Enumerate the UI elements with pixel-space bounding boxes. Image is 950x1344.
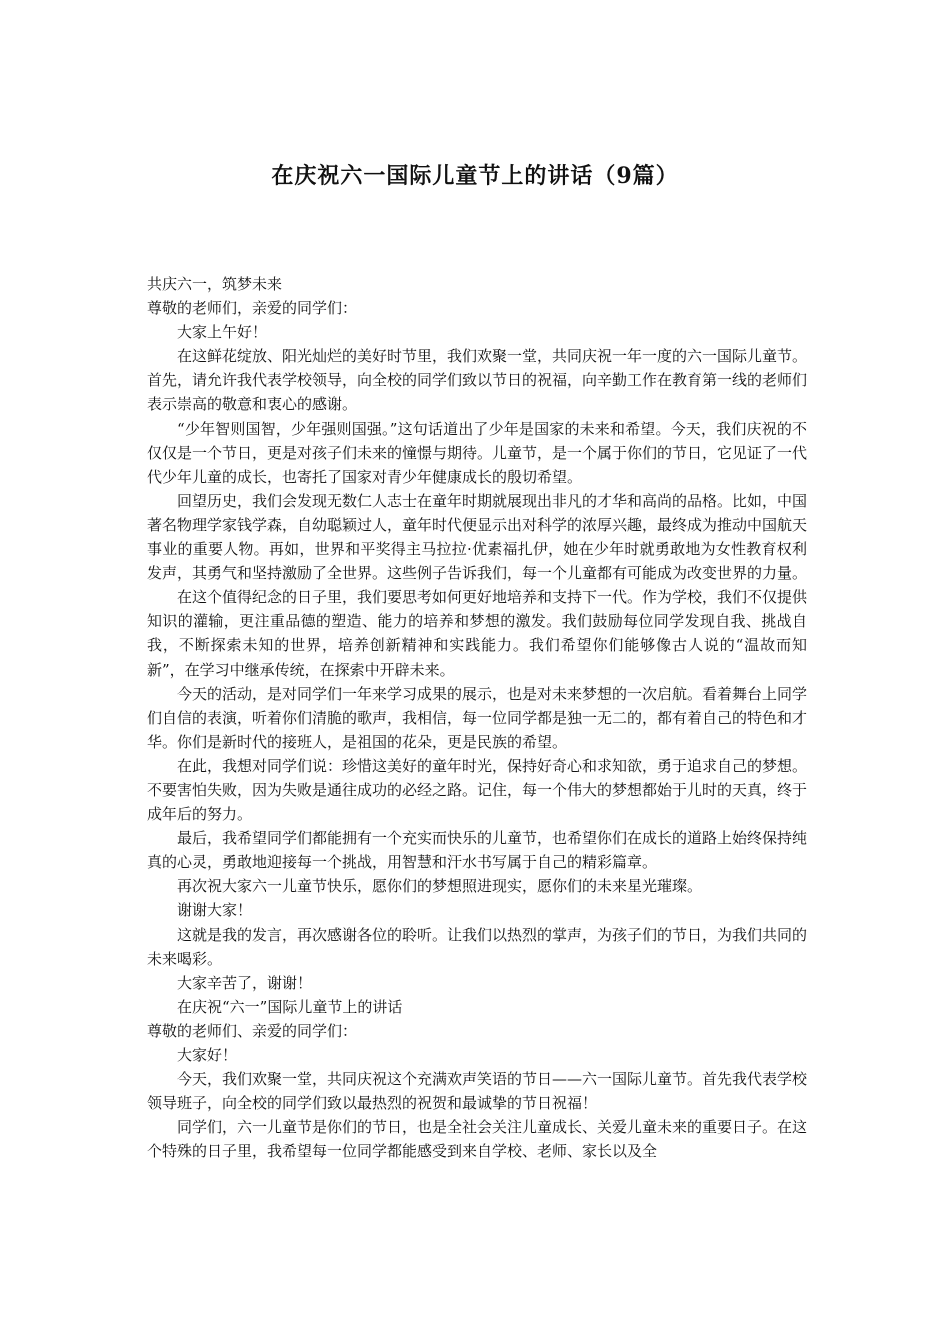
paragraph: 大家辛苦了，谢谢！ [177,973,313,992]
paragraph: 在这个值得纪念的日子里，我们要思考如何更好地培养和支持下一代。作为学校，我们不仅提供知识的灌输，更注重品德的塑造、能力的培养和梦想的激发。我们鼓励每位同学发现自我、挑战自我，不断探索未知的世界，培养创新精神和实践能力。我们希望你们能够像古人说的“温故而知新”，在学习中继承传统，在探索中开辟未来。 [147,588,808,679]
paragraph: 在此，我想对同学们说：珍惜这美好的童年时光，保持好奇心和求知欲，勇于追求自己的梦想。不要害怕失败，因为失败是通往成功的必经之路。记住，每一个伟大的梦想都始于儿时的天真，终于成年后的努力。 [147,756,808,824]
paragraph: 共庆六一，筑梦未来 [147,275,283,293]
paragraph: 同学们，六一儿童节是你们的节日，也是全社会关注儿童成长、关爱儿童未来的重要日子。在这个特殊的日子里，我希望每一位同学都能感受到来自学校、老师、家长以及全 [147,1118,808,1161]
paragraph: 再次祝大家六一儿童节快乐，愿你们的梦想照进现实，愿你们的未来星光璀璨。 [177,877,703,896]
paragraph: 最后，我希望同学们都能拥有一个充实而快乐的儿童节，也希望你们在成长的道路上始终保持纯真的心灵，勇敢地迎接每一个挑战，用智慧和汗水书写属于自己的精彩篇章。 [147,829,808,872]
paragraph: 大家上午好！ [177,323,268,342]
paragraph: 今天，我们欢聚一堂，共同庆祝这个充满欢声笑语的节日——六一国际儿童节。首先我代表学校领导班子，向全校的同学们致以最热烈的祝贺和最诚挚的节日祝福！ [147,1070,808,1113]
paragraph: 尊敬的老师们，亲爱的同学们： [147,299,358,318]
paragraph: 大家好！ [177,1046,238,1064]
paragraph: 尊敬的老师们、亲爱的同学们： [147,1021,358,1040]
paragraph: 在庆祝“六一”国际儿童节上的讲话 [177,997,403,1016]
paragraph: 今天的活动，是对同学们一年来学习成果的展示，也是对未来梦想的一次启航。看着舞台上同学们自信的表演，听着你们清脆的歌声，我相信，每一位同学都是独一无二的，都有着自己的特色和才华。你们是新时代的接班人，是祖国的花朵，更是民族的希望。 [147,684,808,751]
page-title: 在庆祝六一国际儿童节上的讲话（9篇） [271,163,679,189]
document-body [147,272,807,1163]
paragraph: 回望历史，我们会发现无数仁人志士在童年时期就展现出非凡的才华和高尚的品格。比如，中国著名物理学家钱学森，自幼聪颖过人，童年时代便显示出对科学的浓厚兴趣，最终成为推动中国航天事业的重要人物。再如，世界和平奖得主马拉拉·优素福扎伊，她在少年时就勇敢地为女性教育权利发声，其勇气和坚持激励了全世界。这些例子告诉我们，每一个儿童都有可能成为改变世界的力量。 [147,491,808,583]
paragraph: 谢谢大家！ [177,901,253,920]
paragraph: 在这鲜花绽放、阳光灿烂的美好时节里，我们欢聚一堂，共同庆祝一年一度的六一国际儿童节。首先，请允许我代表学校领导，向全校的同学们致以节日的祝福，向辛勤工作在教育第一线的老师们表示崇高的敬意和衷心的感谢。 [147,347,808,414]
paragraph: “少年智则国智，少年强则国强。”这句话道出了少年是国家的未来和希望。今天，我们庆祝的不仅仅是一个节日，更是对孩子们未来的憧憬与期待。儿童节，是一个属于你们的节日，它见证了一代代少年儿童的成长，也寄托了国家对青少年健康成长的殷切希望。 [147,419,808,486]
paragraph: 这就是我的发言，再次感谢各位的聆听。让我们以热烈的掌声，为孩子们的节日，为我们共同的未来喝彩。 [147,925,808,968]
